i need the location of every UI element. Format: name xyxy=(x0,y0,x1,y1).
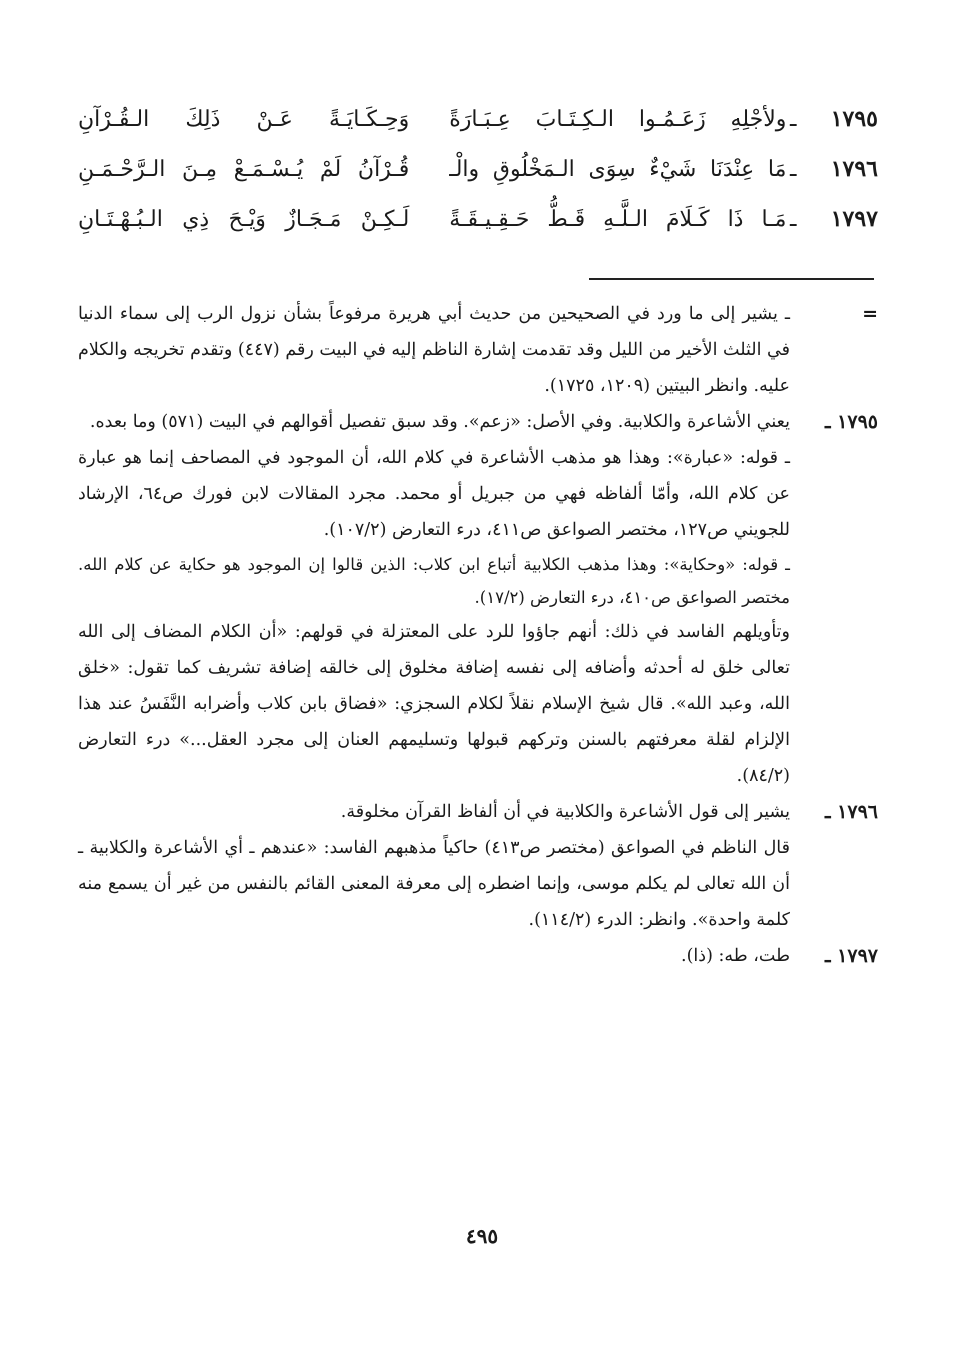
footnote-body xyxy=(78,404,790,794)
verse-line xyxy=(78,106,878,156)
verse-first-hemistich: ولأجْلِهِ زَعَـمُـوا الـكِـتَـابَ عِـبَـارَةً xyxy=(449,107,787,132)
footnotes-block xyxy=(78,296,878,974)
footnote xyxy=(78,794,878,938)
footnote-paragraph: ـ قوله: «عبارة»: وهذا هو مذهب الأشاعرة في كلام الله، أن الموجود في المصاحف إنما هو عبارة عن كلام الله، وأمّا ألفاظه فهي من جبريل أو محمد. مجرد المقالات لابن فورك ص٦٤، الإرشاد للجويني ص١٢٧، مختصر الصواعق ص٤١١، درء التعارض (١٠٧/٢). xyxy=(78,448,790,540)
footnote-paragraph: ـ يشير إلى ما ورد في الصحيحين من حديث أبي هريرة مرفوعاً بشأن نزول الرب إلى سماء الدنيا في الثلث الأخير من الليل وقد تقدمت إشارة الناظم إليه في البيت رقم (٤٤٧) وتقدم تخريجه والكلام عليه. وانظر البيتين (١٢٠٩، ١٧٢٥). xyxy=(78,304,790,396)
verse-line xyxy=(78,156,878,206)
footnote-paragraph: يعني الأشاعرة والكلابية. وفي الأصل: «زعم». وقد سبق تفصيل أقوالهم في البيت (٥٧١) وما بعده. xyxy=(89,412,790,432)
verse-number: ١٧٩٥ xyxy=(830,106,878,132)
footnote xyxy=(78,938,878,974)
footnote xyxy=(78,296,878,404)
verses-block xyxy=(78,106,878,256)
footnote-separator xyxy=(589,278,874,280)
footnote-body xyxy=(78,938,790,974)
footnote-paragraph: ـ قوله: «وحكاية»: وهذا مذهب الكلابية أتباع ابن كلاب: الذين قالوا إن الموجود هو حكاية عن كلام الله. مختصر الصواعق ص٤١٠، درء التعارض (١٧/٢). xyxy=(78,555,790,607)
verse-first-hemistich: مَا عِنْدَنَا شَيْءٌ سِوَى الـمَخْلُوقِ والْـ xyxy=(449,157,787,182)
footnote-body xyxy=(78,296,790,404)
verse-second-hemistich: وَحِـكَـايَـةً عَـنْ ذَلِكَ الـقُـرْآنِ xyxy=(78,107,410,132)
footnote-key: ١٧٩٥ ـ xyxy=(824,411,878,433)
verse-dash: ـ xyxy=(790,157,797,182)
footnote-key: ١٧٩٧ ـ xyxy=(824,945,878,967)
page-number: ٤٩٥ xyxy=(465,1224,499,1248)
footnote-key: = xyxy=(862,303,878,325)
verse-number: ١٧٩٧ xyxy=(830,206,878,232)
verse-dash: ـ xyxy=(790,207,797,232)
verse-line xyxy=(78,206,878,256)
verse-second-hemistich: قُـرْآنُ لَمْ يُـسْـمَـعْ مِـنَ الـرَّحْـمَـنِ xyxy=(78,157,410,182)
footnote-key: ١٧٩٦ ـ xyxy=(824,801,878,823)
verse-first-hemistich: مَـا ذَا كَـلَامَ الـلَّـهِ قَـطُّ حَـقِـيـقَـةً xyxy=(449,207,787,232)
verse-number: ١٧٩٦ xyxy=(830,156,878,182)
footnote xyxy=(78,404,878,794)
verse-second-hemistich: لَـكِـنْ مَـجَـازٌ وَيْـحَ ذِي الـبُـهْـتَـانِ xyxy=(78,207,410,232)
footnote-paragraph: قال الناظم في الصواعق (مختصر ص٤١٣) حاكياً مذهبهم الفاسد: «عندهم ـ أي الأشاعرة والكلابية ـ أن الله تعالى لم يكلم موسى، وإنما اضطره إلى معرفة المعنى القائم بالنفس من غير أن يسمع منه كلمة واحدة». وانظر: الدرء (١١٤/٢). xyxy=(78,838,790,930)
footnote-paragraph: يشير إلى قول الأشاعرة والكلابية في أن ألفاظ القرآن مخلوقة. xyxy=(340,802,790,822)
footnote-body xyxy=(78,794,790,938)
verse-dash: ـ xyxy=(790,107,797,132)
footnote-paragraph: طت، طه: (ذا). xyxy=(681,946,790,966)
footnote-paragraph: وتأويلهم الفاسد في ذلك: أنهم جاؤوا للرد على المعتزلة في قولهم: «أن الكلام المضاف إلى الله تعالى خلق له أحدثه وأضافه إلى نفسه إضافة مخلوق إلى خالقه إضافة تشريف كما تقول: «خلق الله، وعبد الله». قال شيخ الإسلام نقلاً لكلام السجزي: «فضاق بابن كلاب وأضرابه النَّفَسُ عند هذا الإلزام لقلة معرفتهم بالسنن وتركهم قبولها وتسليمهم العنان إلى مجرد العقل...» درء التعارض (٨٤/٢). xyxy=(78,622,790,786)
